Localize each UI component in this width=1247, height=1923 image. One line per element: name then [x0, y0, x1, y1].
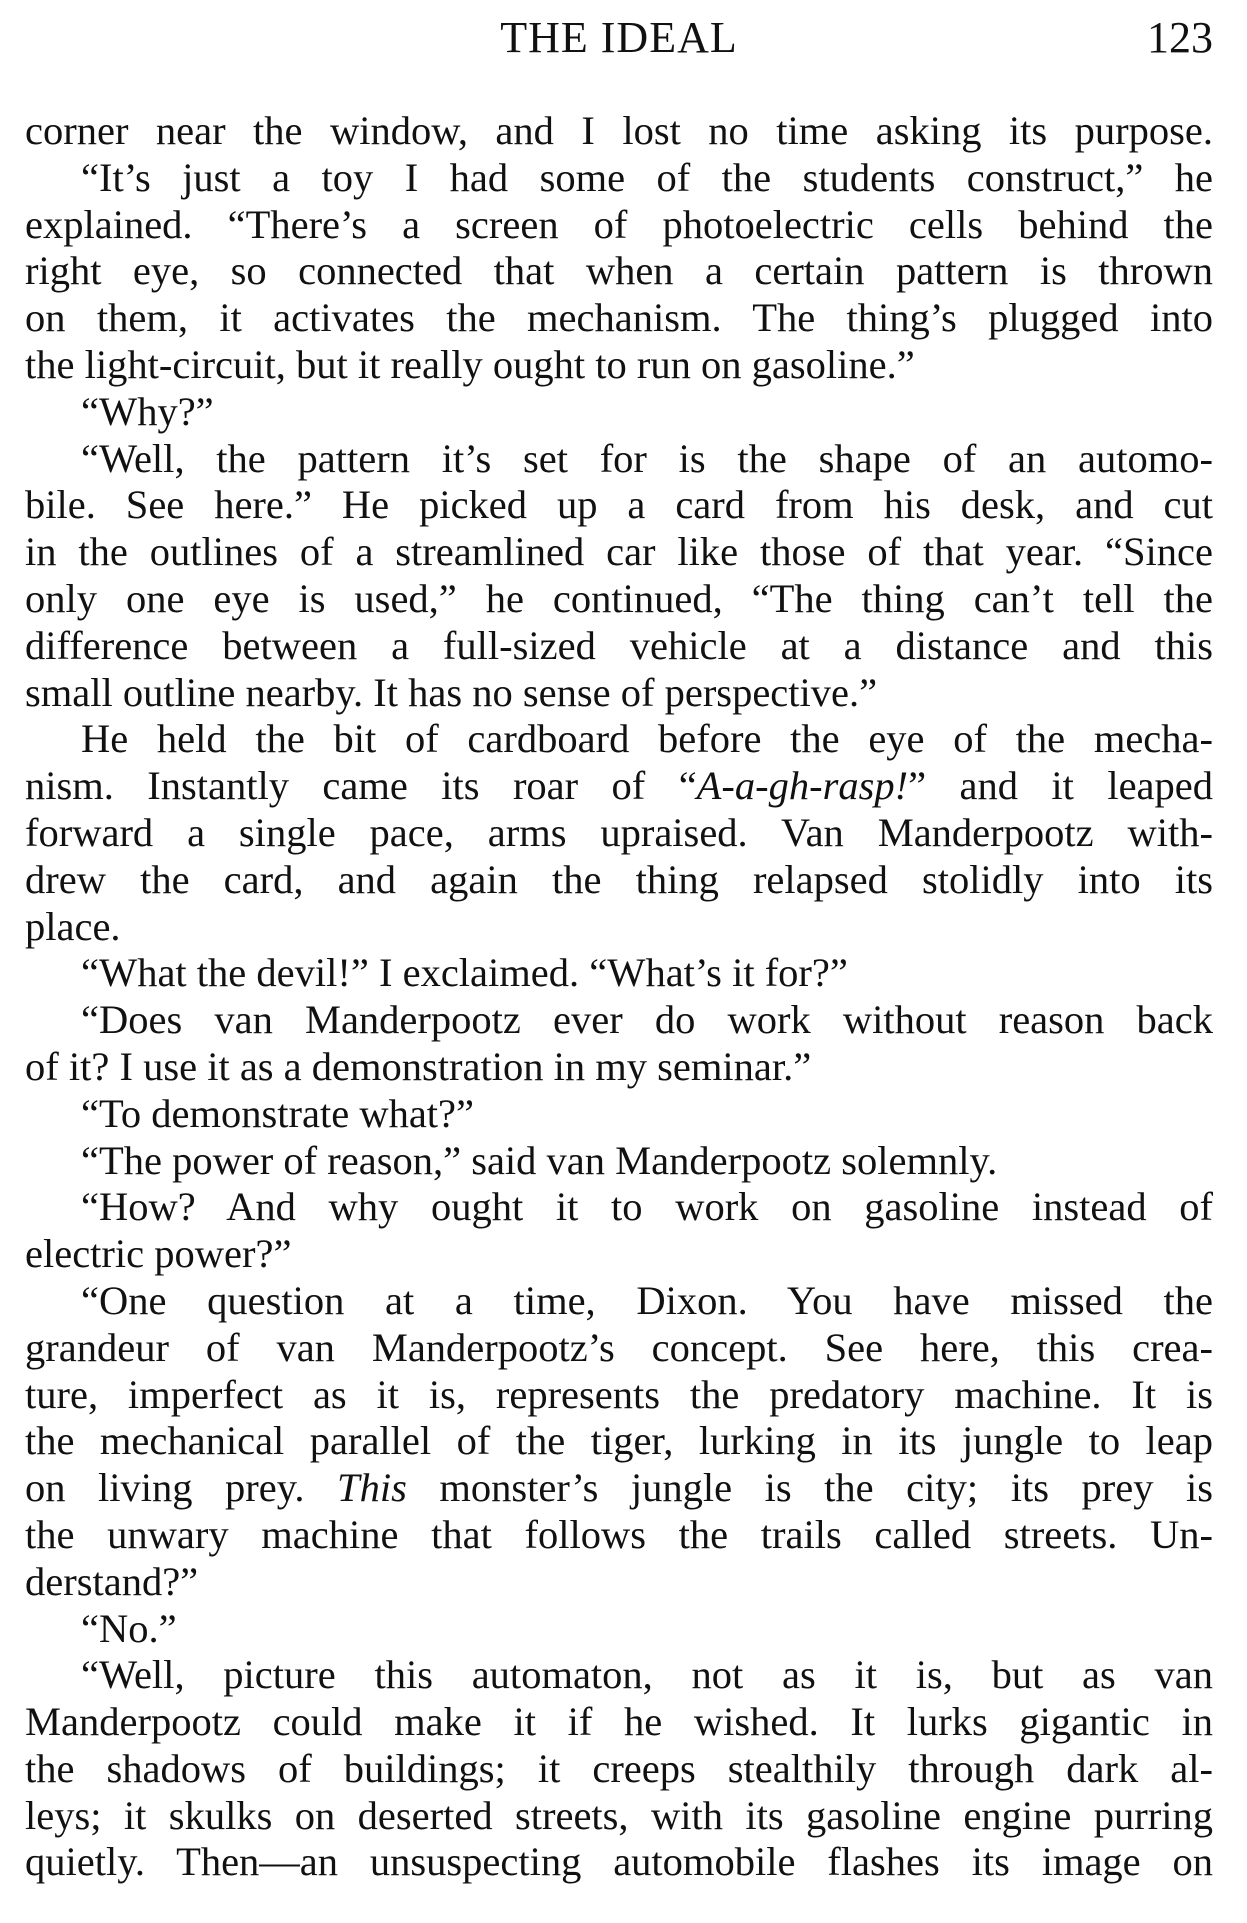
text-line: “The power of reason,” said van Manderpootz solemnly. [81, 1137, 998, 1183]
text-line: derstand?” [25, 1558, 199, 1604]
text-line: bile. See here.” He picked up a card from his desk, and cut [25, 482, 1213, 528]
text-line: corner near the window, and I lost no time asking its purpose. [25, 108, 1213, 153]
text-line: “To demonstrate what?” [81, 1090, 474, 1136]
text-line: the mechanical parallel of the tiger, lurking in its jungle to leap [25, 1418, 1213, 1464]
page-number: 123 [1147, 13, 1213, 62]
text-line: leys; it skulks on deserted streets, with its gasoline engine purring [25, 1792, 1213, 1838]
text-line: “How? And why ought it to work on gasoline instead of [81, 1184, 1213, 1230]
text-line: place. [25, 903, 121, 949]
text-line: small outline nearby. It has no sense of perspective.” [25, 669, 878, 715]
text-span: nism. Instantly came its roar of “ [25, 763, 697, 809]
text-line: forward a single pace, arms upraised. Van Manderpootz with- [25, 809, 1213, 855]
text-span: monster’s jungle is the city; its prey is [406, 1465, 1213, 1511]
text-line: quietly. Then—an unsuspecting automobile flashes its image on [25, 1839, 1213, 1885]
running-title: THE IDEAL [500, 13, 738, 62]
text-line: on them, it activates the mechanism. The thing’s plugged into [25, 295, 1213, 341]
text-line [25, 1465, 1213, 1512]
text-line: the shadows of buildings; it creeps stealthily through dark al- [25, 1745, 1213, 1791]
text-line: “Does van Manderpootz ever do work without reason back [81, 997, 1213, 1043]
text-line: ture, imperfect as it is, represents the predatory machine. It is [25, 1371, 1213, 1417]
text-line: explained. “There’s a screen of photoelectric cells behind the [25, 201, 1213, 247]
text-line: “It’s just a toy I had some of the students construct,” he [81, 154, 1213, 200]
running-head [25, 8, 1213, 68]
text-line [25, 763, 1213, 810]
text-line: the unwary machine that follows the trails called streets. Un- [25, 1511, 1213, 1557]
text-line: grandeur of van Manderpootz’s concept. See here, this crea- [25, 1324, 1213, 1370]
text-span: ” and it leaped [908, 763, 1213, 809]
text-line: in the outlines of a streamlined car like those of that year. “Since [25, 529, 1213, 575]
text-line: the light-circuit, but it really ought to run on gasoline.” [25, 341, 915, 387]
text-line: only one eye is used,” he continued, “The thing can’t tell the [25, 575, 1213, 621]
text-line: “Why?” [81, 388, 214, 434]
text-line: “One question at a time, Dixon. You have missed the [81, 1277, 1213, 1323]
text-line: drew the card, and again the thing relapsed stolidly into its [25, 856, 1213, 902]
text-line: “Well, the pattern it’s set for is the shape of an automo- [81, 435, 1213, 481]
text-line: right eye, so connected that when a certain pattern is thrown [25, 248, 1213, 294]
text-line: Manderpootz could make it if he wished. It lurks gigantic in [25, 1699, 1213, 1745]
italic-text: This [337, 1465, 407, 1511]
text-line: of it? I use it as a demonstration in my seminar.” [25, 1043, 812, 1089]
text-line: He held the bit of cardboard before the eye of the mecha- [81, 716, 1213, 762]
text-line: “What the devil!” I exclaimed. “What’s it for?” [81, 950, 848, 996]
text-line: “No.” [81, 1605, 177, 1651]
text-line: difference between a full-sized vehicle at a distance and this [25, 622, 1213, 668]
body-text [25, 108, 1213, 1886]
italic-text: A-a-gh-rasp! [696, 763, 909, 809]
text-line: “Well, picture this automaton, not as it is, but as van [81, 1652, 1213, 1698]
text-line: electric power?” [25, 1231, 292, 1277]
text-span: on living prey. [25, 1465, 338, 1511]
